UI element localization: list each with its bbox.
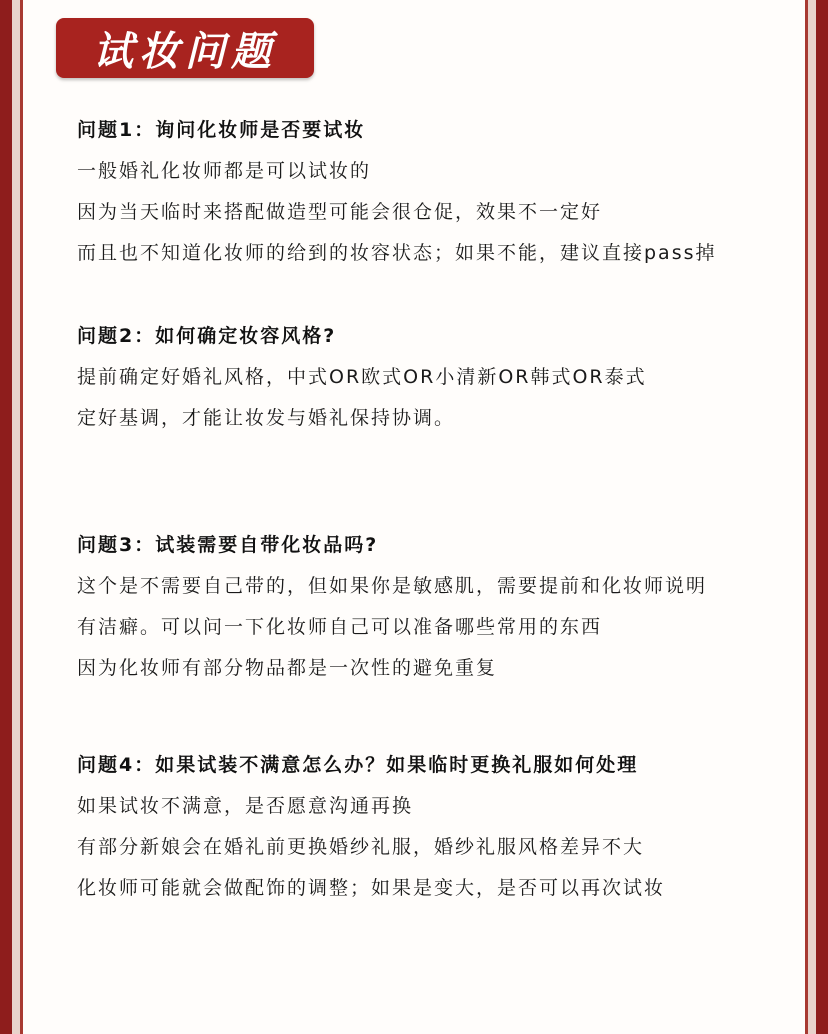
question-4-line-2: 有部分新娘会在婚礼前更换婚纱礼服，婚纱礼服风格差异不大 — [77, 836, 645, 858]
question-2-line-2: 定好基调，才能让妆发与婚礼保持协调。 — [77, 407, 456, 429]
question-1-line-1: 一般婚礼化妆师都是可以试妆的 — [77, 160, 372, 182]
section-2 — [77, 316, 777, 439]
content — [77, 110, 777, 909]
title-badge — [56, 18, 314, 78]
question-1-line-3: 而且也不知道化妆师的给到的妆容状态；如果不能，建议直接pass掉 — [77, 242, 717, 264]
section-1 — [77, 110, 777, 274]
question-1-title: 问题1：询问化妆师是否要试妆 — [77, 119, 366, 141]
question-4-line-1: 如果试妆不满意，是否愿意沟通再换 — [77, 795, 414, 817]
frame-left-inner-border — [12, 0, 20, 1034]
section-3 — [77, 525, 777, 689]
frame-right-inner-border — [808, 0, 816, 1034]
question-4-line-3: 化妆师可能就会做配饰的调整；如果是变大，是否可以再次试妆 — [77, 877, 666, 899]
frame-left-line — [20, 0, 23, 1034]
question-1-line-2: 因为当天临时来搭配做造型可能会很仓促，效果不一定好 — [77, 201, 603, 223]
page-title: 试妆问题 — [93, 28, 277, 75]
question-4-title: 问题4：如果试装不满意怎么办？如果临时更换礼服如何处理 — [77, 754, 639, 776]
frame-left-border — [0, 0, 12, 1034]
question-2-line-1: 提前确定好婚礼风格，中式OR欧式OR小清新OR韩式OR泰式 — [77, 366, 647, 388]
frame-right-line — [805, 0, 808, 1034]
section-4 — [77, 745, 777, 909]
frame-right-border — [816, 0, 828, 1034]
question-3-line-3: 因为化妆师有部分物品都是一次性的避免重复 — [77, 657, 498, 679]
question-2-title: 问题2：如何确定妆容风格? — [77, 325, 337, 347]
question-3-title: 问题3：试装需要自带化妆品吗? — [77, 534, 379, 556]
question-3-line-1: 这个是不需要自己带的，但如果你是敏感肌，需要提前和化妆师说明 — [77, 575, 708, 597]
question-3-line-2: 有洁癖。可以问一下化妆师自己可以准备哪些常用的东西 — [77, 616, 603, 638]
